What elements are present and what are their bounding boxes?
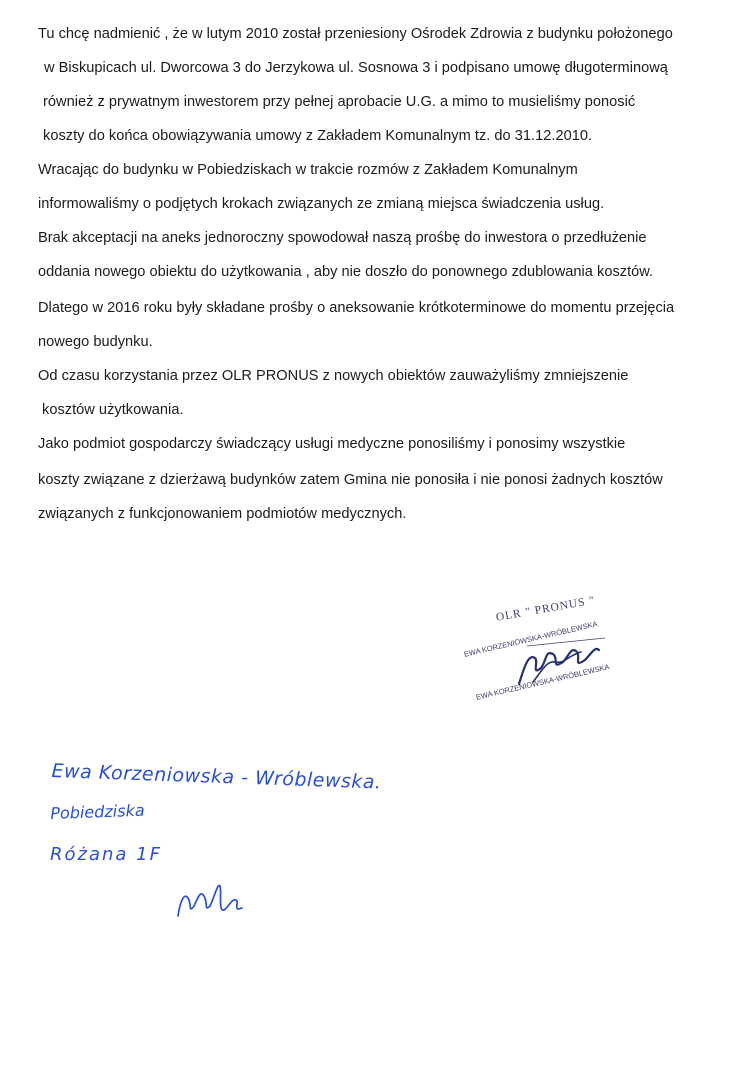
handwritten-initials-icon [170, 868, 270, 928]
letter-line-7: Brak akceptacji na aneks jednoroczny spowodował naszą prośbę do inwestora o przedłużenie [38, 230, 647, 246]
company-stamp [455, 594, 655, 708]
letter-line-6: informowaliśmy o podjętych krokach związanych ze zmianą miejsca świadczenia usług. [38, 196, 605, 212]
letter-line-14: koszty związane z dzierżawą budynków zatem Gmina nie ponosiła i nie ponosi żadnych kosztów [38, 472, 663, 488]
letter-line-4: koszty do końca obowiązywania umowy z Zakładem Komunalnym tz. do 31.12.2010. [43, 128, 593, 144]
letter-line-2: w Biskupicach ul. Dworcowa 3 do Jerzykowa ul. Sosnowa 3 i podpisano umowę długoterminową [44, 60, 668, 76]
stamp-company: OLR " PRONUS " [495, 594, 596, 624]
letter-line-3: również z prywatnym inwestorem przy pełnej aprobacie U.G. a mimo to musieliśmy ponosić [43, 94, 636, 110]
stamp-signature-icon [455, 598, 655, 708]
handwritten-signature-block [50, 750, 470, 930]
letter-line-12: kosztów użytkowania. [42, 402, 184, 418]
stamp-owner-top: EWA KORZENIOWSKA-WRÓBLEWSKA [463, 619, 599, 659]
letter-line-9: Dlatego w 2016 roku były składane prośby o aneksowanie krótkoterminowe do momentu przejęcia [38, 300, 675, 316]
letter-line-10: nowego budynku. [38, 334, 153, 350]
letter-line-8: oddania nowego obiektu do użytkowania , aby nie doszło do ponownego zdublowania kosztów. [38, 264, 654, 280]
letter-line-1: Tu chcę nadmienić , że w lutym 2010 został przeniesiony Ośrodek Zdrowia z budynku położonego [38, 26, 673, 42]
handwritten-town: Pobiedziska [50, 800, 145, 823]
handwritten-name: Ewa Korzeniowska - Wróblewska. [51, 760, 382, 794]
letter-line-11: Od czasu korzystania przez OLR PRONUS z nowych obiektów zauważyliśmy zmniejszenie [38, 368, 629, 384]
handwritten-street: Różana 1F [50, 844, 162, 865]
stamp-owner-bottom: EWA KORZENIOWSKA-WRÓBLEWSKA [475, 662, 611, 702]
letter-line-5: Wracając do budynku w Pobiedziskach w trakcie rozmów z Zakładem Komunalnym [38, 162, 578, 178]
letter-line-13: Jako podmiot gospodarczy świadczący usługi medyczne ponosiliśmy i ponosimy wszystkie [38, 436, 626, 452]
letter-line-15: związanych z funkcjonowaniem podmiotów medycznych. [38, 506, 407, 522]
